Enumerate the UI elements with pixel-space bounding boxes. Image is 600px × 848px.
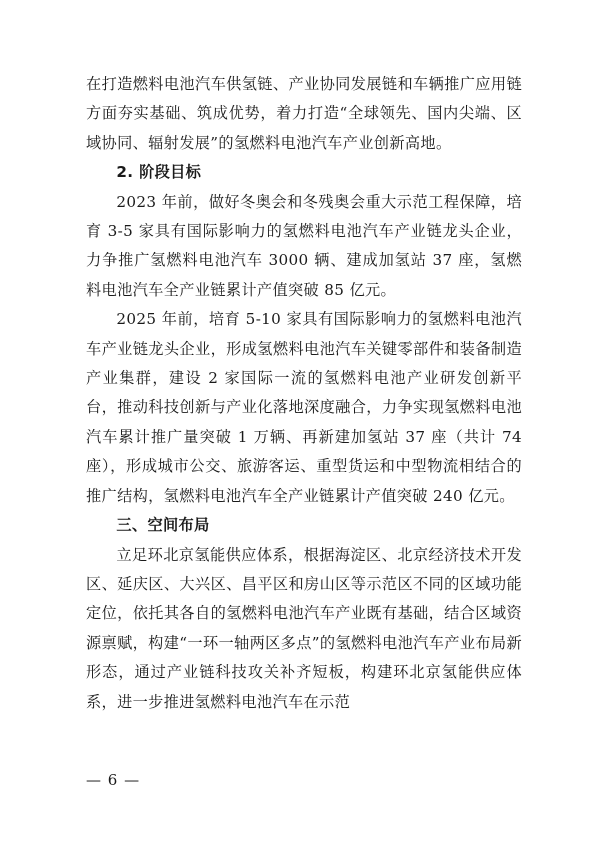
paragraph-2025-goals: 2025 年前，培育 5-10 家具有国际影响力的氢燃料电池汽车产业链龙头企业，形成氢燃料电池汽车关键零部件和装备制造产业集群，建设 2 家国际一流的氢燃料电池产业研发创新平台，推动科技创新与产业化落地深度融合，力争实现氢燃料电池汽车累计推广量突破 1 万辆、再新建加氢站 37 座（共计 74 座），形成城市公交、旅游客运、重型货运和中型物流相结合的推广结构，氢燃料电池汽车全产业链累计产值突破 240 亿元。 (86, 310, 522, 505)
section-heading-stage-goals: 2. 阶段目标 (116, 163, 202, 182)
section-heading-spatial-layout: 三、空间布局 (116, 516, 210, 535)
paragraph-spatial-layout: 立足环北京氢能供应体系，根据海淀区、北京经济技术开发区、延庆区、大兴区、昌平区和房山区等示范区不同的区域功能定位，依托其各自的氢燃料电池汽车产业既有基础，结合区域资源禀赋，构建“一环一轴两区多点”的氢燃料电池汽车产业布局新形态，通过产业链科技攻关补齐短板，构建环北京氢能供应体系，进一步推进氢燃料电池汽车在示范 (86, 545, 522, 711)
paragraph-2023-goals: 2023 年前，做好冬奥会和冬残奥会重大示范工程保障，培育 3-5 家具有国际影响力的氢燃料电池汽车产业链龙头企业，力争推广氢燃料电池汽车 3000 辆、建成加氢站 37 座，氢燃料电池汽车全产业链累计产值突破 85 亿元。 (86, 192, 522, 299)
page-number: — 6 — (86, 771, 141, 789)
document-body (86, 70, 522, 717)
paragraph-intro-continuation: 在打造燃料电池汽车供氢链、产业协同发展链和车辆推广应用链方面夯实基础、筑成优势，着力打造“全球领先、国内尖端、区域协同、辐射发展”的氢燃料电池汽车产业创新高地。 (86, 75, 522, 152)
